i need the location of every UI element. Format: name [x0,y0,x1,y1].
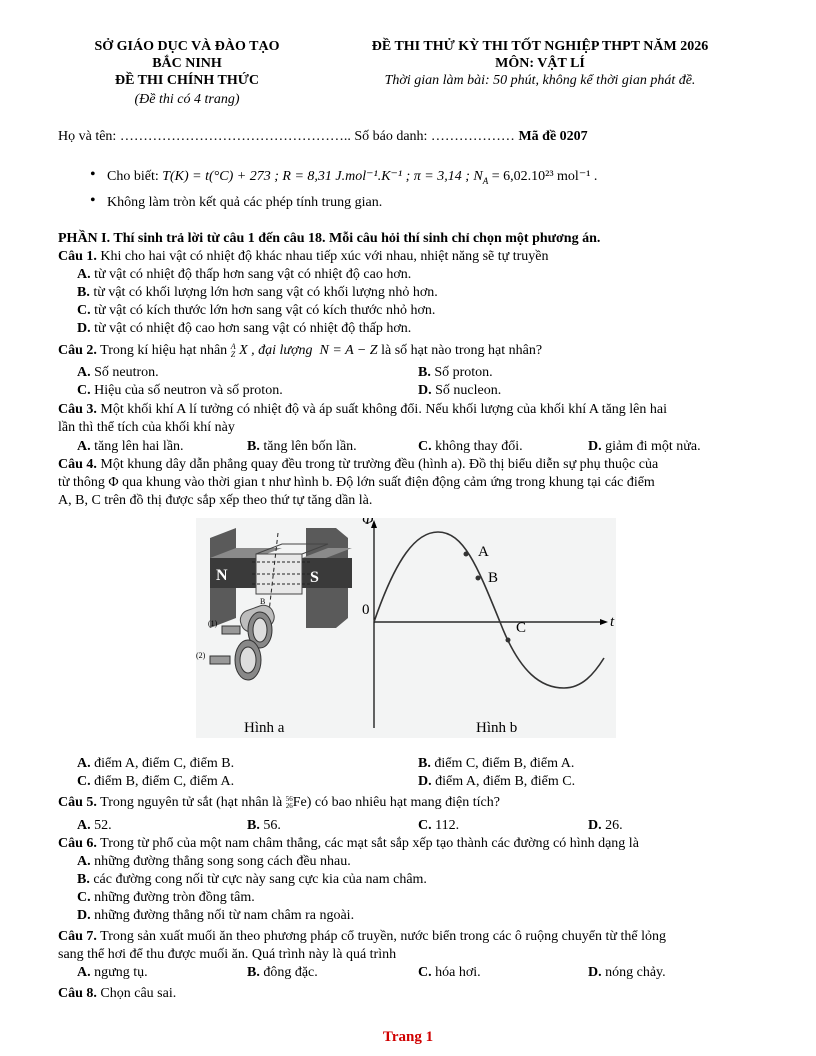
iron-indices: 56 26 [285,794,293,810]
avogadro-sub: A [482,175,489,186]
slip-ring-2 [210,640,261,680]
q1-option-c[interactable]: C. từ vật có kích thước lớn hơn sang vật có kích thước nhỏ hơn. [77,303,436,318]
given-constants [107,168,597,190]
question-4-cont: từ thông Φ qua khung vào thời gian t như hình b. Độ lớn suất điện động cảm ứng trong khung tại các điểm [58,475,655,490]
axis-phi: Φ [362,518,374,528]
page-number: Trang 1 [382,1029,434,1045]
bullet-icon: • [90,192,96,209]
q3-option-c[interactable]: C. không thay đổi. [418,439,523,454]
q5-option-a[interactable]: A. 52. [77,818,112,833]
label-c: C [516,620,527,636]
student-info [58,128,588,145]
exam-title: ĐỀ THI THỬ KỲ THI TỐT NGHIỆP THPT NĂM 2026 [371,39,709,54]
magnet-diagram [196,528,352,680]
province-name: BẮC NINH [152,56,222,71]
label-a: A [478,544,489,560]
question-6: Câu 6. Trong từ phổ của một nam châm thẳng, các mạt sắt sắp xếp tạo thành các đường có hình dạng là [58,836,639,851]
q6-option-d[interactable]: D. những đường thẳng nối từ nam châm ra ngoài. [77,908,355,923]
fig-label-south: S [310,569,319,586]
caption-a: Hình a [244,720,285,736]
sbd-field[interactable]: Số báo danh: ……………… [354,129,515,144]
dept-name: SỞ GIÁO DỤC VÀ ĐÀO TẠO [94,39,280,54]
axis-zero: 0 [362,602,370,618]
nuclide-indices: A Z [230,341,236,359]
bullet-icon: • [90,166,96,183]
question-7: Câu 7. Trong sản xuất muối ăn theo phương pháp cổ truyền, nước biển trong các ô ruộng chuyển từ thể lỏng [58,929,666,944]
q4-option-a[interactable]: A. điểm A, điểm C, điểm B. [77,756,235,771]
q5-option-b[interactable]: B. 56. [247,818,281,833]
q7-option-b[interactable]: B. đông đặc. [247,965,318,980]
point-a [464,552,469,557]
fig-label-1: (1) [208,619,218,628]
question-1 [58,248,549,265]
question-8: Câu 8. Chọn câu sai. [58,986,177,1001]
given-lead: Cho biết: [107,169,159,184]
question-3: Câu 3. Một khối khí A lí tưởng có nhiệt độ và áp suất không đổi. Nếu khối lượng của khối khí A tăng lên hai [58,402,668,417]
q5-option-c[interactable]: C. 112. [418,818,460,833]
q2-option-b[interactable]: B. Số proton. [418,365,493,380]
point-b [476,576,481,581]
label-b: B [488,570,499,586]
page-count-note: (Đề thi có 4 trang) [134,92,240,107]
q-text: Khi cho hai vật có nhiệt độ khác nhau tiếp xúc với nhau, nhiệt năng sẽ tự truyền [96,249,549,264]
question-7-cont: sang thể hơi để thu được muối ăn. Quá trình này là quá trình [58,947,397,962]
q1-option-a[interactable]: A. từ vật có nhiệt độ thấp hơn sang vật có nhiệt độ cao hơn. [77,267,412,282]
flux-curve [374,532,604,688]
q7-option-c[interactable]: C. hóa hơi. [418,965,481,980]
q4-option-c[interactable]: C. điểm B, điểm C, điểm A. [77,774,235,789]
q3-option-b[interactable]: B. tăng lên bốn lần. [247,439,357,454]
question-2: Câu 2. Trong kí hiệu hạt nhân A Z X , đại lượng N = A − Z là số hạt nào trong hạt nhân? [58,341,543,359]
figure-generator [196,518,616,738]
q2-option-d[interactable]: D. Số nucleon. [418,383,502,398]
q2-option-c[interactable]: C. Hiệu của số neutron và số proton. [77,383,283,398]
q3-option-a[interactable]: A. tăng lên hai lần. [77,439,184,454]
q1-option-d[interactable]: D. từ vật có nhiệt độ cao hơn sang vật có nhiệt độ thấp hơn. [77,321,412,336]
point-c [506,638,511,643]
question-4: Câu 4. Một khung dây dẫn phẳng quay đều trong từ trường đều (hình a). Đồ thị biểu diễn sự phụ thuộc của [58,457,659,472]
flux-graph [362,518,615,728]
time-note: Thời gian làm bài: 50 phút, không kể thời gian phát đề. [384,73,696,88]
question-5: Câu 5. Trong nguyên tử sắt (hạt nhân là 56 26 Fe) có bao nhiêu hạt mang điện tích? [58,794,500,810]
q3-option-d[interactable]: D. giảm đi một nửa. [588,439,701,454]
caption-b: Hình b [476,720,518,736]
fig-label-north: N [216,567,228,584]
nuclide-expression: N = A − Z [319,343,378,358]
q4-option-d[interactable]: D. điểm A, điểm B, điểm C. [418,774,576,789]
figure-svg [196,518,616,738]
q6-option-a[interactable]: A. những đường thẳng song song cách đều nhau. [77,854,351,869]
given-formulas: T(K) = t(°C) + 273 ; R = 8,31 J.mol⁻¹.K⁻¹ ; π = 3,14 ; N [162,169,483,184]
avogadro-value: = 6,02.10²³ mol⁻¹ . [488,169,598,184]
subject: MÔN: VẬT LÍ [495,56,585,71]
q1-option-b[interactable]: B. từ vật có khối lượng lớn hơn sang vật có khối lượng nhỏ hơn. [77,285,438,300]
fig-label-2: (2) [196,651,206,660]
q6-option-b[interactable]: B. các đường cong nối từ cực này sang cực kia của nam châm. [77,872,427,887]
exam-code: Mã đề 0207 [518,129,588,144]
q-num: Câu 1. [58,249,97,264]
part1-heading: PHẦN I. Thí sinh trả lời từ câu 1 đến câu 18. Mỗi câu hỏi thí sinh chỉ chọn một phương án. [58,231,601,246]
q6-option-c[interactable]: C. những đường tròn đồng tâm. [77,890,255,905]
question-3-cont: lần thì thể tích của khối khí này [58,420,235,435]
q2-option-a[interactable]: A. Số neutron. [77,365,159,380]
name-field[interactable]: Họ và tên: ………………………………………….. [58,129,351,144]
axis-t: t [610,614,615,630]
fig-label-field: B [260,597,266,606]
question-4-cont2: A, B, C trên đồ thị được sắp xếp theo thứ tự tăng dần là. [58,493,373,508]
q4-option-b[interactable]: B. điểm C, điểm B, điểm A. [418,756,575,771]
official-label: ĐỀ THI CHÍNH THỨC [114,73,260,88]
rounding-note: Không làm tròn kết quả các phép tính trung gian. [107,195,383,210]
q7-option-d[interactable]: D. nóng chảy. [588,965,666,980]
q7-option-a[interactable]: A. ngưng tụ. [77,965,148,980]
q5-option-d[interactable]: D. 26. [588,818,623,833]
